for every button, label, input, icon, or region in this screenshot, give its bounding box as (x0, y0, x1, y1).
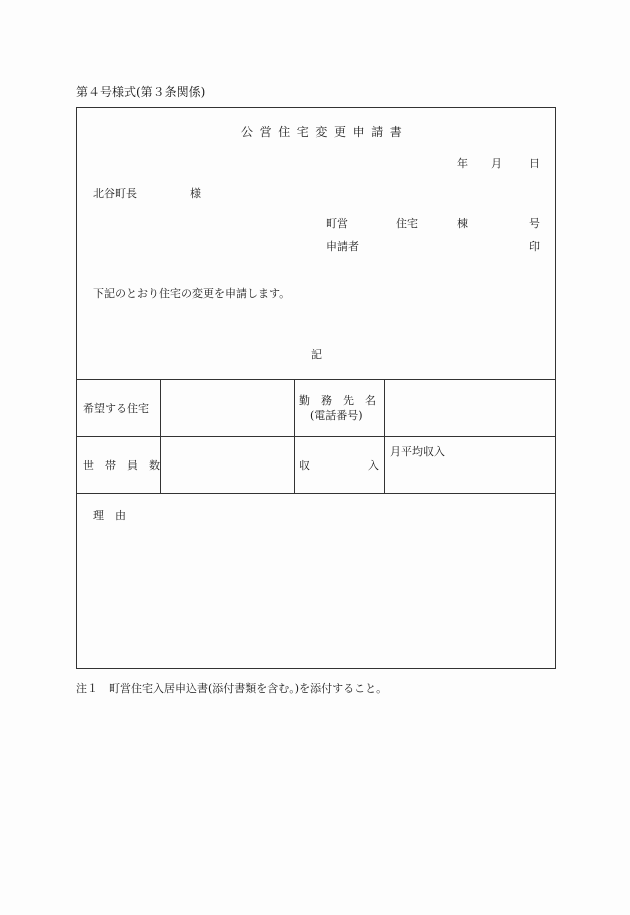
workplace-phone-label: (電話番号) (310, 409, 363, 422)
table-column-divider-2 (294, 379, 295, 493)
date-month-label: 月 (491, 157, 502, 170)
table-divider-middle (77, 436, 555, 437)
address-number-label: 号 (529, 217, 540, 230)
household-members-label: 世 帯 員 数 (83, 459, 160, 472)
form-title: 公営住宅変更申請書 (241, 125, 409, 139)
workplace-field[interactable] (385, 380, 555, 436)
seal-mark: 印 (529, 240, 540, 253)
form-number: 第４号様式(第３条関係) (76, 85, 206, 99)
household-members-field[interactable] (161, 437, 293, 493)
desired-housing-label: 希望する住宅 (83, 402, 149, 415)
reason-label: 理 由 (93, 509, 126, 522)
monthly-income-label: 月平均収入 (390, 445, 445, 458)
desired-housing-field[interactable] (161, 380, 293, 436)
addressee: 北谷町長 (93, 187, 137, 200)
application-form (76, 107, 556, 669)
applicant-label: 申請者 (326, 240, 359, 253)
body-text: 下記のとおり住宅の変更を申請します。 (93, 287, 291, 300)
ki-label: 記 (311, 348, 322, 361)
address-building-label: 棟 (457, 217, 468, 230)
address-town-label: 町営 (326, 217, 348, 230)
income-label-right: 入 (368, 459, 379, 472)
address-housing-label: 住宅 (396, 217, 418, 230)
table-divider-bottom (77, 493, 555, 494)
date-year-label: 年 (457, 157, 468, 170)
date-day-label: 日 (529, 157, 540, 170)
workplace-label: 勤 務 先 名 (299, 394, 376, 407)
income-label-left: 収 (299, 459, 310, 472)
addressee-suffix: 様 (190, 187, 201, 200)
footer-note: 注１ 町営住宅入居申込書(添付書類を含む。)を添付すること。 (76, 682, 388, 695)
reason-field[interactable] (93, 528, 539, 648)
